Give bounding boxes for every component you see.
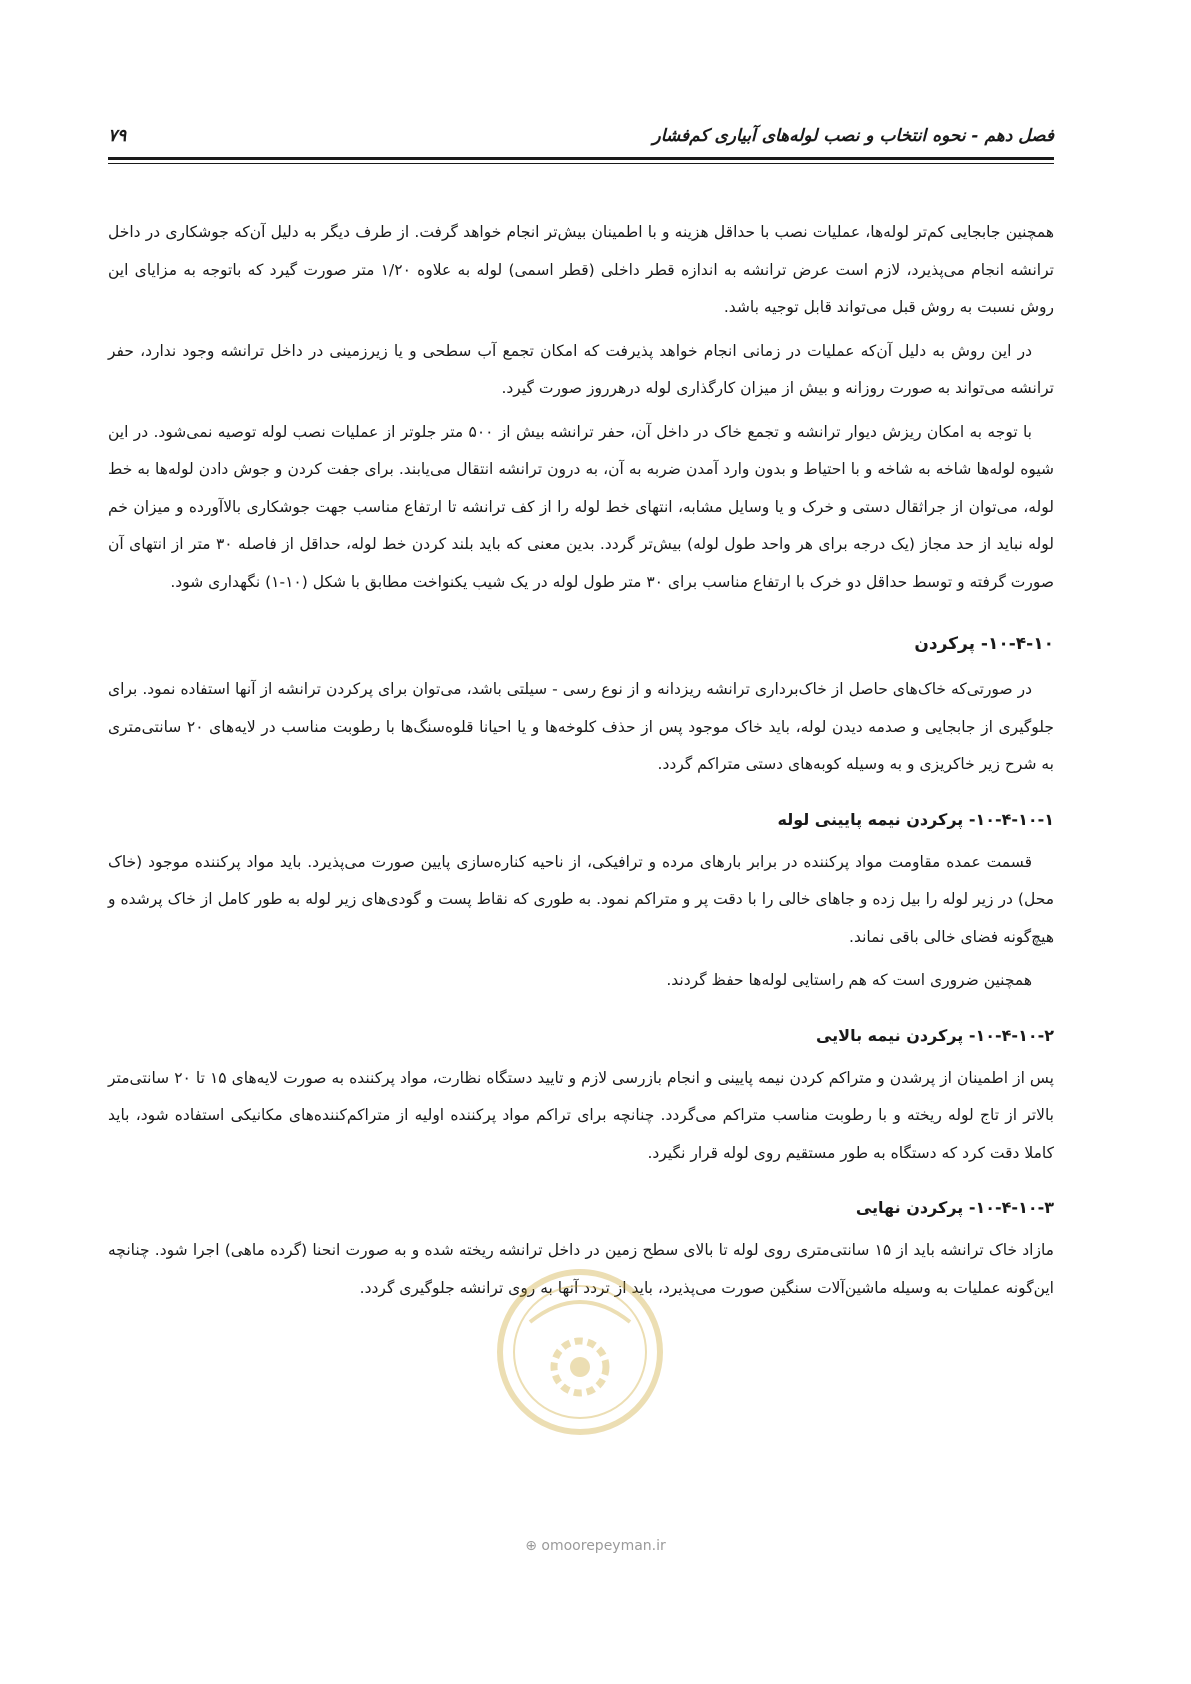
paragraph: در این روش به دلیل آن‌که عملیات در زمانی انجام خواهد پذیرفت که امکان تجمع آب سطحی و یا زیرزمینی در داخل ترانشه وجود ندارد، حفر ترانشه می‌تواند به صورت روزانه و بیش از میزان کارگذاری لوله درهرروز صورت گیرد. — [108, 341, 1054, 397]
header-rule-thin — [108, 163, 1054, 164]
watermark-logo-icon — [490, 1262, 670, 1442]
paragraph: قسمت عمده مقاومت مواد پرکننده در برابر بارهای مرده و ترافیکی، از ناحیه کناره‌سازی پایین صورت می‌پذیرد. باید مواد پرکننده موجود (خاک محل) در زیر لوله را بیل زده و جاهای خالی را با دقت پر و متراکم نمود. به طوری که نقاط پست و گودی‌های زیر لوله به طور کامل از خاک پرشده و هیچ‌گونه فضای خالی باقی نماند. — [108, 852, 1054, 946]
paragraph: در صورتی‌که خاک‌های حاصل از خاک‌برداری ترانشه ریزدانه و از نوع رسی - سیلتی باشد، می‌توان برای پرکردن ترانشه از آنها استفاده نمود. برای جلوگیری از جابجایی و صدمه دیدن لوله، باید خاک موجود پس از حذف کلوخه‌ها و یا احیانا قلوه‌سنگ‌ها با رطوبت مناسب در لایه‌های ۲۰ سانتی‌متری به شرح زیر خاکریزی و به وسیله کوبه‌های دستی متراکم گردد. — [108, 680, 1054, 773]
paragraph: پس از اطمینان از پرشدن و متراکم کردن نیمه پایینی و انجام بازرسی لازم و تایید دستگاه نظارت، مواد پرکننده به صورت لایه‌های ۱۵ تا ۲۰ سانتی‌متر بالاتر از تاج لوله ریخته و با رطوبت مناسب متراکم می‌گردد. چنانچه برای تراکم مواد پرکننده اولیه از متراکم‌کننده‌های مکانیکی استفاده شود، باید کاملا دقت کرد که دستگاه به طور مستقیم روی لوله قرار نگیرد. — [108, 1068, 1054, 1162]
page-header — [108, 118, 1054, 154]
paragraph: همچنین ضروری است که هم راستایی لوله‌ها حفظ گردند. — [666, 971, 1032, 989]
document-body — [108, 214, 1054, 1313]
globe-icon: ⊕ — [525, 1538, 537, 1554]
section-heading: ۱۰-۴-۱۰- پرکردن — [914, 634, 1054, 654]
watermark-url: ⊕ omoorepeyman.ir — [525, 1538, 666, 1554]
header-rule-thick — [108, 157, 1054, 160]
subsection-heading: ۱۰-۴-۱۰-۳- پرکردن نهایی — [855, 1198, 1054, 1217]
subsection-heading: ۱۰-۴-۱۰-۲- پرکردن نیمه بالایی — [815, 1025, 1054, 1045]
subsection-heading: ۱۰-۴-۱۰-۱- پرکردن نیمه پایینی لوله — [777, 809, 1054, 829]
chapter-title: فصل دهم - نحوه انتخاب و نصب لوله‌های آبیاری کم‌فشار — [652, 126, 1054, 146]
page-number: ۷۹ — [108, 126, 127, 146]
paragraph: مازاد خاک ترانشه باید از ۱۵ سانتی‌متری روی لوله تا بالای سطح زمین در داخل ترانشه ریخته شده و به صورت انحنا (گرده ماهی) اجرا شود. چنانچه این‌گونه عملیات به وسیله ماشین‌آلات سنگین صورت می‌پذیرد، باید از تردد آنها به روی ترانشه جلوگیری گردد. — [108, 1241, 1054, 1297]
paragraph: همچنین جابجایی کم‌تر لوله‌ها، عملیات نصب با حداقل هزینه و با اطمینان بیش‌تر انجام خواهد گرفت. از طرف دیگر به دلیل آن‌که جوشکاری در داخل ترانشه انجام می‌پذیرد، لازم است عرض ترانشه به اندازه قطر داخلی (قطر اسمی) لوله به علاوه ۱/۲۰ متر صورت گیرد که باتوجه به مزایای این روش نسبت به روش قبل می‌تواند قابل توجیه باشد. — [108, 223, 1054, 316]
paragraph: با توجه به امکان ریزش دیوار ترانشه و تجمع خاک در داخل آن، حفر ترانشه بیش از ۵۰۰ متر جلوتر از عملیات نصب لوله توصیه نمی‌شود. در این شیوه لوله‌ها شاخه به شاخه و با احتیاط و بدون وارد آمدن ضربه به آن، به درون ترانشه انتقال می‌یابند. برای جفت کردن و جوش دادن لوله‌ها به خط لوله، می‌توان از جراثقال دستی و خرک و یا وسایل مشابه، انتهای خط لوله را از کف ترانشه تا ارتفاع مناسب جهت جوشکاری بالاآورده و میزان خم لوله نباید از حد مجاز (یک درجه برای هر واحد طول لوله) بیش‌تر گردد. بدین معنی که باید بلند کردن خط لوله، حداقل از فاصله ۳۰ متر از انتهای آن صورت گرفته و توسط حداقل دو خرک با ارتفاع مناسب برای ۳۰ متر طول لوله در یک شیب یکنواخت مطابق با شکل (۱۰-۱) نگهداری شود. — [108, 422, 1054, 591]
